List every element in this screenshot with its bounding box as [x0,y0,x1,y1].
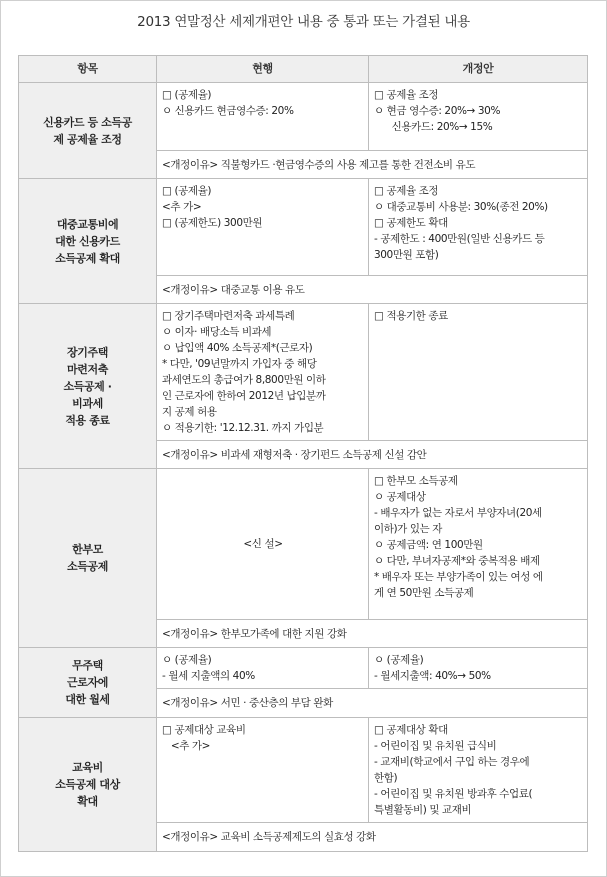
cell-line: 대중교통비에 [56,217,119,231]
cell-line: - 교재비(학교에서 구입 하는 경우에 [374,756,530,768]
current-cell [157,83,369,151]
cell-line: ㅇ 다만, 부녀자공제*와 중복적용 배제 [374,555,540,567]
cell-line: 소득공제 [67,560,108,573]
comparison-table [18,55,588,852]
cell-line: 300만원 포함) [374,249,439,261]
cell-line: ㅇ 현금 영수증: 20%→ 30% [374,105,501,117]
cell-line: ㅇ 공제대상 [374,491,426,503]
cell-line: 신용카드 등 소득공 [43,115,132,129]
item-label [19,83,157,179]
cell-line: ㅇ (공제율) [162,654,212,666]
table-row [19,469,588,620]
cell-line: 인 근로자에 한하여 2012년 납입분까 [162,390,326,402]
cell-line: ㅇ 공제금액: 연 100만원 [374,539,483,551]
cell-line: □ 장기주택마련저축 과세특례 [162,310,295,322]
current-cell [157,304,369,441]
revised-cell [369,83,588,151]
cell-line: ㅇ 대중교통비 사용분: 30%(종전 20%) [374,201,548,213]
cell-line: 제 공제율 조정 [53,132,122,146]
revised-cell [369,469,588,620]
page-title: 2013 연말정산 세제개편안 내용 중 통과 또는 가결된 내용 [137,14,470,30]
cell-line: - 공제한도 : 400만원(일반 신용카드 등 [374,233,545,245]
cell-line: 한부모 [72,543,103,556]
cell-line: □ 공제대상 교육비 [162,724,246,736]
cell-line: 마련저축 [67,362,108,376]
header-current: 현행 [157,56,369,83]
header-revised: 개정안 [369,56,588,83]
cell-line: ㅇ 납입액 40% 소득공제*(근로자) [162,342,313,354]
reason-cell: <개정이유> 교육비 소득공제제도의 실효성 강화 [157,823,588,852]
cell-line: - 어린이집 및 유치원 방과후 수업료( [374,788,533,800]
header-item: 항목 [19,56,157,83]
item-label [19,179,157,304]
revised-cell [369,718,588,823]
cell-line: ㅇ 이자· 배당소득 비과세 [162,326,272,338]
item-label [19,718,157,852]
cell-line: □ 공제대상 확대 [374,724,448,736]
revised-cell [369,648,588,689]
cell-line: 장기주택 [67,345,108,359]
header-row [19,56,588,83]
cell-line: <추 가> [162,201,202,213]
cell-line: 과세연도의 총급여가 8,800만원 이하 [162,374,326,386]
cell-line: □ 공제율 조정 [374,185,439,197]
cell-line: 소득공제 대상 [55,778,120,791]
cell-line: - 배우자가 없는 자로서 부양자녀(20세 [374,507,542,519]
cell-line: 소득공제 확대 [55,251,120,265]
cell-line: □ (공제한도) 300만원 [162,217,263,229]
cell-line: * 다만, '09년말까지 가입자 중 해당 [162,358,317,370]
cell-line: 지 공제 허용 [162,406,217,418]
reason-cell: <개정이유> 직불형카드 ·현금영수증의 사용 제고를 통한 건전소비 유도 [157,151,588,179]
cell-line: 비과세 [72,396,103,410]
cell-line: □ (공제율) [162,185,212,197]
table-row [19,648,588,689]
reason-cell: <개정이유> 서민 · 중산층의 부담 완화 [157,689,588,718]
current-cell [157,469,369,620]
cell-line: 게 연 50만원 소득공제 [374,587,474,599]
item-label [19,648,157,718]
cell-line: □ 한부모 소득공제 [374,475,458,487]
cell-line: □ (공제율) [162,89,212,101]
item-label [19,304,157,469]
cell-line: 적용 종료 [65,413,110,427]
cell-line: 확대 [77,795,98,808]
cell-line: - 월세 지출액의 40% [162,670,255,682]
cell-line: * 배우자 또는 부양가족이 있는 여성 에 [374,571,543,583]
reason-cell: <개정이유> 비과세 재형저축 · 장기펀드 소득공제 신설 감안 [157,441,588,469]
current-cell [157,648,369,689]
cell-line: - 월세지출액: 40%→ 50% [374,670,491,682]
cell-line: 한함) [374,772,398,784]
cell-line: □ 적용기한 종료 [374,310,448,322]
cell-line: 무주택 [72,659,103,672]
table-row [19,304,588,441]
cell-line: <추 가> [162,740,211,752]
cell-line: 이하)가 있는 자 [374,523,443,535]
table-row [19,718,588,823]
current-cell [157,718,369,823]
cell-line: <신 설> [243,538,283,550]
cell-line: - 어린이집 및 유치원 급식비 [374,740,497,752]
cell-line: ㅇ (공제율) [374,654,424,666]
revised-cell [369,179,588,276]
cell-line: 신용카드: 20%→ 15% [374,121,493,133]
current-cell [157,179,369,276]
cell-line: □ 공제율 조정 [374,89,439,101]
reason-cell: <개정이유> 한부모가족에 대한 지원 강화 [157,620,588,648]
table-row [19,83,588,151]
cell-line: 근로자에 [67,676,108,689]
cell-line: 특별활동비) 및 교재비 [374,804,472,816]
cell-line: 교육비 [72,761,103,774]
cell-line: 대한 신용카드 [55,234,120,248]
cell-line: 대한 월세 [65,693,110,706]
cell-line: ㅇ 적용기한: '12.12.31. 까지 가입분 [162,422,324,434]
cell-line: □ 공제한도 확대 [374,217,448,229]
revised-cell [369,304,588,441]
table-row [19,179,588,276]
cell-line: ㅇ 신용카드 현금영수증: 20% [162,105,294,117]
reason-cell: <개정이유> 대중교통 이용 유도 [157,276,588,304]
item-label [19,469,157,648]
cell-line: 소득공제 · [63,379,112,393]
